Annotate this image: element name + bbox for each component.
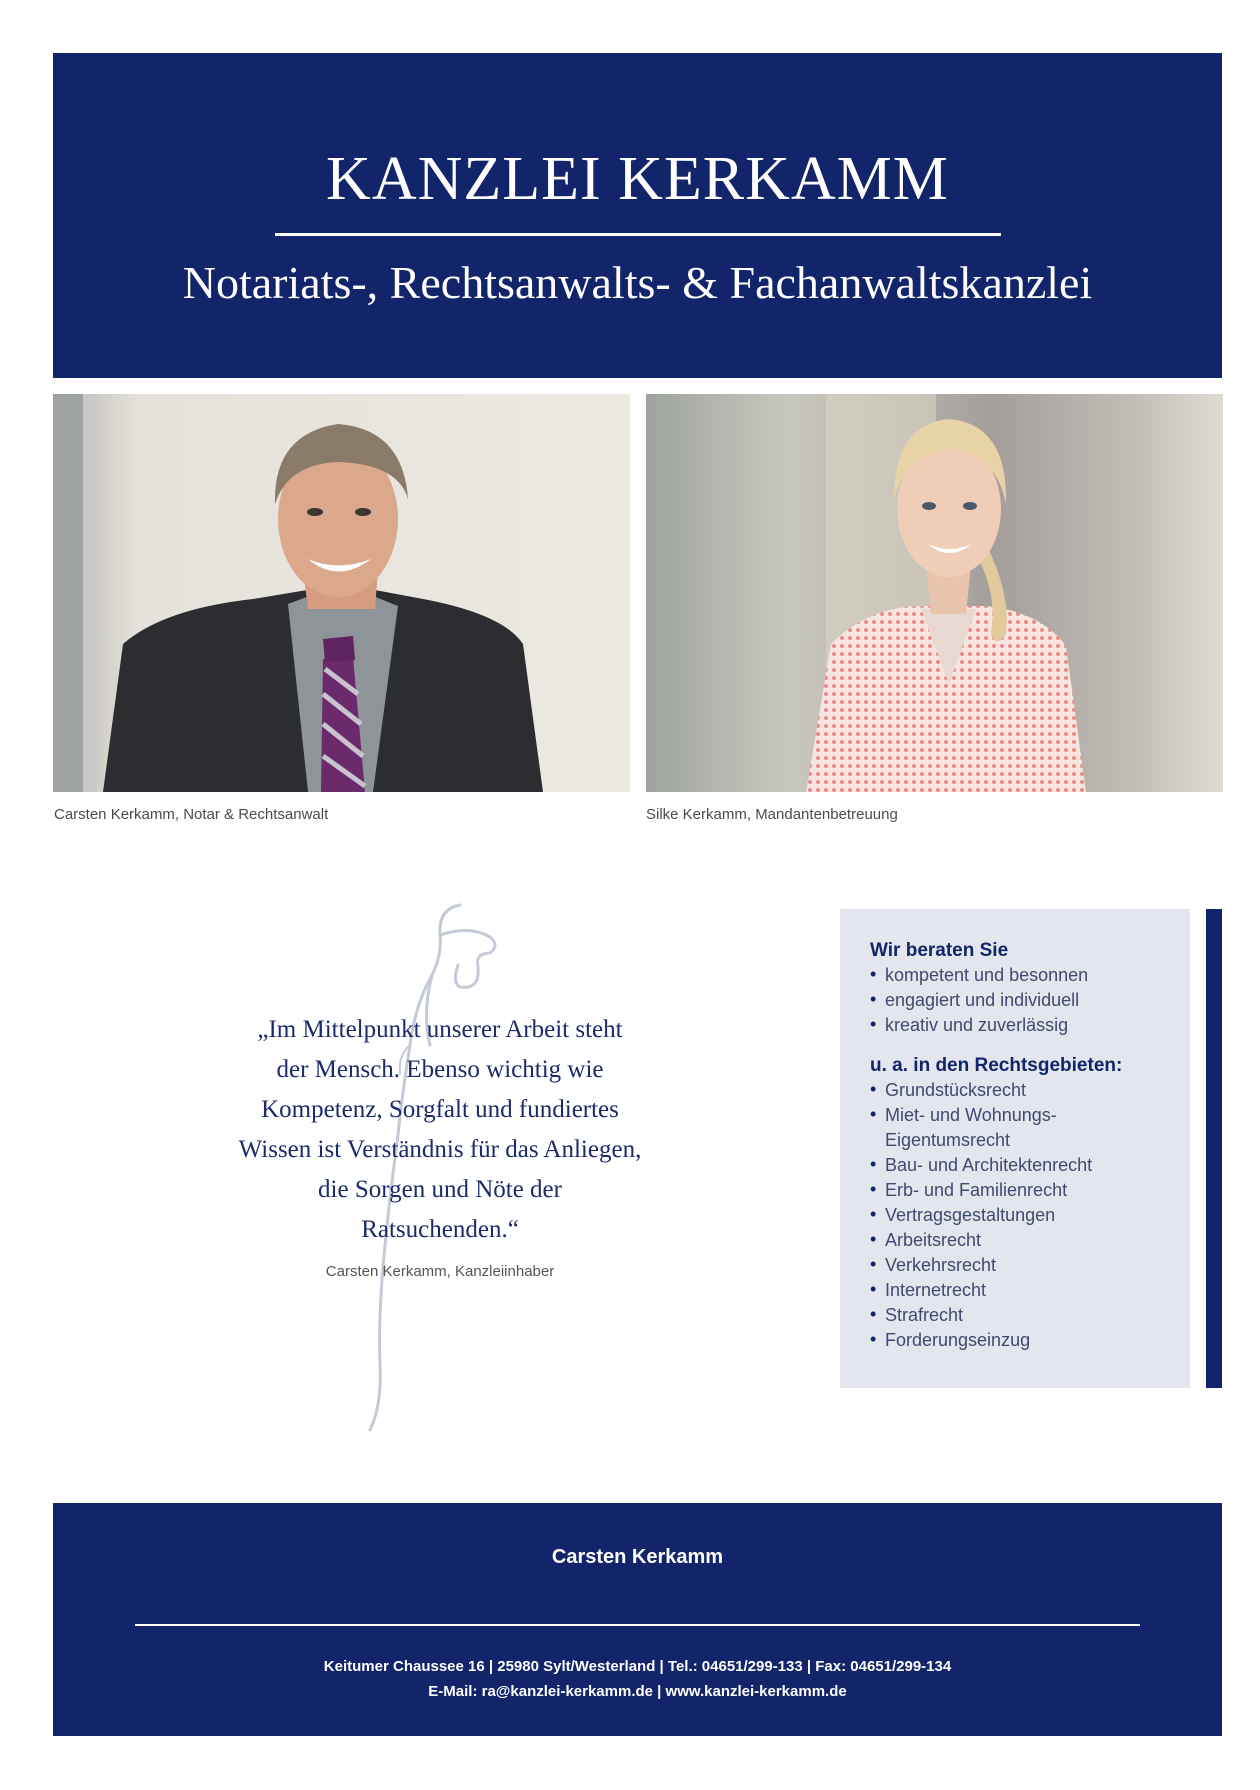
- footer-divider: [135, 1624, 1140, 1626]
- footer-address: Keitumer Chaussee 16 | 25980 Sylt/Westerland | Tel.: 04651/299-133 | Fax: 04651/299-134: [323, 1658, 952, 1675]
- list-item: • kreativ und zuverlässig: [870, 1013, 1180, 1038]
- footer-name: Carsten Kerkamm: [551, 1546, 724, 1568]
- list-item: • Strafrecht: [870, 1303, 1180, 1328]
- quote-line: der Mensch. Ebenso wichtig wie: [276, 1056, 604, 1083]
- firm-title: KANZLEI KERKAMM: [326, 145, 949, 213]
- services-heading-areas: u. a. in den Rechtsgebieten:: [870, 1055, 1123, 1076]
- services-accent-bar: [1206, 909, 1222, 1388]
- caption-silke: Silke Kerkamm, Mandantenbetreuung: [646, 806, 898, 823]
- list-item: • kompetent und besonnen: [870, 963, 1180, 988]
- list-item: • Bau- und Architektenrecht: [870, 1153, 1180, 1178]
- list-item: • Internetrecht: [870, 1278, 1180, 1303]
- list-item: • Grundstücksrecht: [870, 1078, 1180, 1103]
- list-item: • Forderungseinzug: [870, 1328, 1180, 1353]
- list-item: • Vertragsgestaltungen: [870, 1203, 1180, 1228]
- quote-line: „Im Mittelpunkt unserer Arbeit steht: [257, 1016, 623, 1043]
- list-item: • Miet- und Wohnungs- Eigentumsrecht: [870, 1103, 1180, 1153]
- portrait-carsten: [53, 394, 630, 792]
- caption-carsten: Carsten Kerkamm, Notar & Rechtsanwalt: [54, 806, 329, 823]
- firm-subtitle: Notariats-, Rechtsanwalts- & Fachanwaltskanzlei: [182, 257, 1093, 308]
- quote-author: Carsten Kerkamm, Kanzleiinhaber: [325, 1263, 555, 1280]
- services-heading-advice: Wir beraten Sie: [870, 940, 1009, 961]
- advice-list: [870, 963, 1180, 1038]
- list-item: • Arbeitsrecht: [870, 1228, 1180, 1253]
- portrait-silke: [646, 394, 1223, 792]
- footer-contact: E-Mail: ra@kanzlei-kerkamm.de | www.kanzlei-kerkamm.de: [428, 1683, 847, 1700]
- header-divider: [275, 233, 1001, 236]
- list-item: • Erb- und Familienrecht: [870, 1178, 1180, 1203]
- quote-line: Wissen ist Verständnis für das Anliegen,: [238, 1136, 642, 1163]
- header-banner: [53, 53, 1222, 378]
- quote-line: die Sorgen und Nöte der: [318, 1176, 562, 1203]
- quote-line: Kompetenz, Sorgfalt und fundiertes: [261, 1096, 619, 1123]
- list-item: • Verkehrsrecht: [870, 1253, 1180, 1278]
- practice-areas-list: [870, 1078, 1180, 1353]
- footer-banner: [53, 1503, 1222, 1736]
- firm-quote: [200, 1010, 680, 1250]
- services-box: [840, 909, 1190, 1388]
- list-item: • engagiert und individuell: [870, 988, 1180, 1013]
- quote-line: Ratsuchenden.“: [361, 1216, 519, 1243]
